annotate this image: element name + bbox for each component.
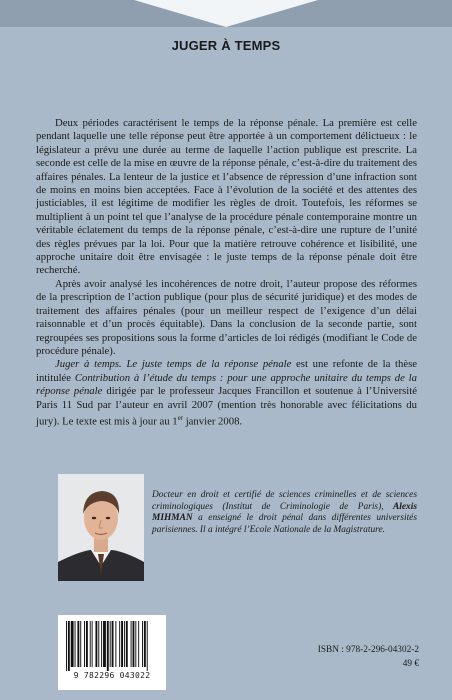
bio-part-1: Docteur en droit et certifié de sciences criminelles et de sciences criminologiques (Institut de Criminologie de Paris), (152, 490, 417, 512)
paragraph-1: Deux périodes caractérisent le temps de la réponse pénale. La première est celle pendant laquelle une telle réponse peut être apportée à un comportement délictueux : le législateur a prévu une durée au terme de laquelle l’action publique est prescrite. La seconde est celle de la mise en œuvre de la réponse pénale, c’est-à-dire du traitement des affaires pénales. La lenteur de la justice et l’absence de répression d’une infraction sont de moins en moins bien acceptées. Face à l’évolution de la société et des attentes des justiciables, il est légitime de modifier les règles de droit. Toutefois, les réformes se multiplient à un point tel que l’analyse de la procédure pénale contemporaine montre un véritable éclatement du temps de la réponse pénale, c’est-à-dire une rupture de l’unité des règles prévues par la loi. Pour que la matière retrouve cohérence et lisibilité, une approche unitaire doit être envisagée : le juste temps de la réponse pénale doit être recherché. (36, 117, 417, 277)
thesis-title-italic: Contribution à l’étude du temps : pour une approche unitaire du temps de la réponse pénale (36, 371, 417, 398)
author-name: Alexis MIHMAN (152, 501, 417, 524)
paragraph-3 (36, 358, 417, 429)
book-title-italic: Juger à temps. Le juste temps de la réponse pénale (55, 358, 292, 371)
paragraph-3-part-3: janvier 2008. (183, 415, 243, 428)
paragraph-3-part-1: est une refonte de la thèse intitulée (36, 358, 417, 384)
paragraph-2: Après avoir analysé les incohérences de notre droit, l’auteur propose des réformes de la prescription de l’action publique (pour plus de sécurité juridique) et des modes de traitement des affaires pénales (pour un meilleur respect de l’exigence d’un délai raisonnable et d’un procès équitable). Dans la conclusion de la seconde partie, sont regroupées ses propositions sous la forme d’articles de loi rédigés (modifiant le Code de procédure pénale). (36, 277, 417, 357)
top-triangle-decoration (134, 0, 318, 27)
price: 49 € (402, 659, 419, 669)
barcode (58, 615, 166, 690)
ordinal-superscript: er (177, 413, 184, 422)
author-bio (152, 490, 417, 536)
bio-part-2: a enseigné le droit pénal dans différentes universités parisiennes. Il a intégré l’Ecole Nationale de la Magistrature. (152, 513, 417, 535)
author-photo (58, 474, 144, 581)
book-title: JUGER À TEMPS (171, 38, 281, 53)
back-cover-text (36, 117, 417, 429)
barcode-bars (58, 615, 166, 673)
barcode-digits: 9 782296 043022 (73, 671, 151, 680)
isbn: ISBN : 978-2-296-04302-2 (317, 645, 419, 655)
paragraph-3-part-2: dirigée par le professeur Jacques Francillon et soutenue à l’Université Paris 11 Sud par l’auteur en avril 2007 (mention très honorable avec félicitations du jury). Le texte est mis à jour au 1 (36, 385, 417, 428)
